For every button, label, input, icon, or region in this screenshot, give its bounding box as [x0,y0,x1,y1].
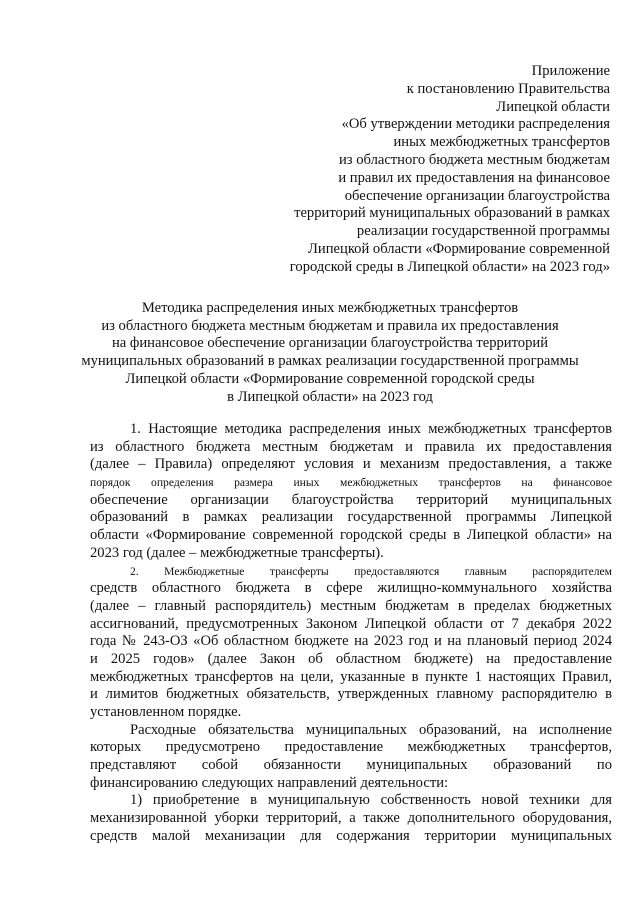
appendix-line: Липецкой области [496,98,610,115]
appendix-line: иных межбюджетных трансфертов [393,134,610,151]
paragraph-2-line: и 2025 годов» (далее Закон об областном бюджете) на предоставление [90,650,612,667]
paragraph-1-line: из областного бюджета местным бюджетам и правила их предоставления [90,438,612,455]
title-line: на финансовое обеспечение организации благоустройства территорий [111,335,549,352]
paragraph-1-line: 2023 год (далее – межбюджетные трансферты). [90,544,384,561]
paragraph-2-line: средств областного бюджета в сфере жилищно-коммунального хозяйства [90,580,612,597]
paragraph-1-line: 1. Настоящие методика распределения иных межбюджетных трансфертов [130,421,612,437]
paragraph-2-line: года № 243-ОЗ «Об областном бюджете на 2023 год и на плановый период 2024 [90,633,612,650]
title-line: из областного бюджета местным бюджетам и правила их предоставления [101,317,559,334]
document-title [60,300,600,406]
appendix-header [250,63,610,277]
appendix-line: территорий муниципальных образований в рамках [294,205,610,222]
paragraph-3-line: представляют собой обязанности муниципальных образований по [90,757,612,774]
list-item-1-line: средств малой механизации для содержания территории муниципальных [90,827,612,844]
document-body [90,421,612,846]
appendix-line: к постановлению Правительства [406,80,610,97]
paragraph-3-line: которых предусмотрено предоставление межбюджетных трансфертов, [90,739,612,756]
appendix-line: из областного бюджета местным бюджетам [338,151,610,168]
title-line: Методика распределения иных межбюджетных трансфертов [141,300,519,316]
appendix-line: реализации государственной программы [356,223,610,240]
appendix-line: «Об утверждении методики распределения [341,116,610,133]
appendix-line: городской среды в Липецкой области» на 2023 год» [289,258,610,275]
title-line: в Липецкой области» на 2023 год [227,388,433,405]
paragraph-2-line: ассигнований, предусмотренных Законом Липецкой области от 7 декабря 2022 [90,615,612,632]
paragraph-2-line: и лимитов бюджетных обязательств, утвержденных главному распорядителю в [90,686,612,703]
title-line: муниципальных образований в рамках реализации государственной программы [81,353,579,370]
list-item-1-line: 1) приобретение в муниципальную собственность новой техники для [130,792,612,809]
appendix-line: Липецкой области «Формирование современной [308,240,610,257]
paragraph-2-line: (далее – главный распорядитель) местным бюджетам в пределах бюджетных [90,597,612,614]
paragraph-1-line: образований в рамках реализации государственной программы Липецкой [90,509,612,526]
appendix-line: Приложение [531,63,610,79]
paragraph-1-line: (далее – Правила) определяют условия и механизм предоставления, а также [90,456,612,473]
appendix-line: обеспечение организации благоустройства [344,187,610,204]
paragraph-1-line: области «Формирование современной городской среды в Липецкой области» на [90,527,612,544]
paragraph-3-line: финансированию следующих направлений деятельности: [90,774,449,791]
paragraph-3-line: Расходные обязательства муниципальных образований, на исполнение [130,721,612,738]
appendix-line: и правил их предоставления на финансовое [338,169,610,186]
paragraph-2-line: 2. Межбюджетные трансферты предоставляются главным распорядителем [130,564,612,578]
title-line: Липецкой области «Формирование современной городской среды [125,370,535,387]
list-item-1-line: механизированной уборки территорий, а также дополнительного оборудования, [90,810,612,827]
paragraph-2-line: межбюджетных трансфертов на цели, указанные в пункте 1 настоящих Правил, [90,668,612,685]
paragraph-2-line: установленном порядке. [90,704,242,720]
paragraph-1-line: обеспечение организации благоустройства территорий муниципальных [90,491,612,508]
paragraph-1-line: порядок определения размера иных межбюджетных трансфертов на финансовое [90,476,612,490]
